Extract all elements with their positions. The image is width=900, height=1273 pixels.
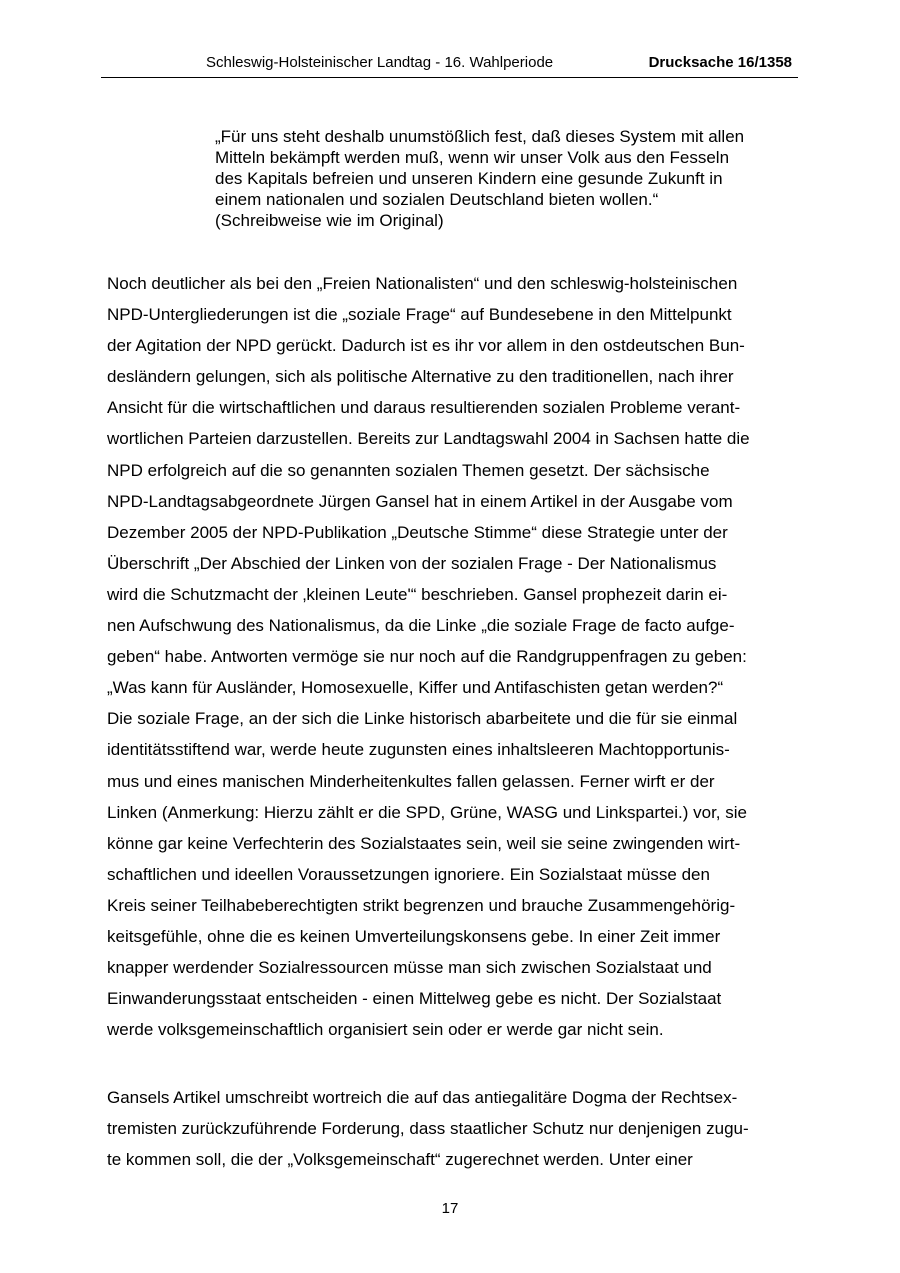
document-number: Drucksache 16/1358 [648,54,792,71]
paragraph-line: der Agitation der NPD gerückt. Dadurch ist es ihr vor allem in den ostdeutschen Bun- [107,336,745,356]
header-title: Schleswig-Holsteinischer Landtag - 16. Wahlperiode [206,54,554,71]
paragraph-line: schaftlichen und ideellen Voraussetzungen ignoriere. Ein Sozialstaat müsse den [107,864,710,884]
paragraph-line: NPD-Untergliederungen ist die „soziale Frage“ auf Bundesebene in den Mittelpunkt [107,305,732,325]
quote-line: „Für uns steht deshalb unumstößlich fest, daß dieses System mit allen [215,127,745,146]
paragraph-line: werde volksgemeinschaftlich organisiert sein oder er werde gar nicht sein. [107,1020,664,1040]
quote-line: des Kapitals befreien und unseren Kindern eine gesunde Zukunft in [215,169,723,188]
paragraph-line: te kommen soll, die der „Volksgemeinschaft“ zugerechnet werden. Unter einer [107,1150,693,1170]
paragraph-line: Kreis seiner Teilhabeberechtigten strikt begrenzen und brauche Zusammengehörig- [107,895,736,915]
paragraph-line: NPD-Landtagsabgeordnete Jürgen Gansel hat in einem Artikel in der Ausgabe vom [107,491,733,511]
body-paragraph-1 [107,268,797,1045]
paragraph-line: geben“ habe. Antworten vermöge sie nur noch auf die Randgruppenfragen zu geben: [107,647,747,667]
page-header [101,50,798,78]
quote-line: einem nationalen und sozialen Deutschland bieten wollen.“ [215,190,659,209]
paragraph-line: Gansels Artikel umschreibt wortreich die auf das antiegalitäre Dogma der Rechtsex- [107,1088,738,1107]
paragraph-line: desländern gelungen, sich als politische Alternative zu den traditionellen, nach ihrer [107,367,734,387]
paragraph-line: Überschrift „Der Abschied der Linken von der sozialen Frage - Der Nationalismus [107,553,717,573]
paragraph-line: Einwanderungsstaat entscheiden - einen Mittelweg gebe es nicht. Der Sozialstaat [107,989,722,1009]
paragraph-line: Die soziale Frage, an der sich die Linke historisch abarbeitete und die für sie einmal [107,709,738,729]
paragraph-line: könne gar keine Verfechterin des Sozialstaates sein, weil sie seine zwingenden wirt- [107,833,741,853]
block-quote [215,126,795,231]
paragraph-line: wortlichen Parteien darzustellen. Bereits zur Landtagswahl 2004 in Sachsen hatte die [107,429,750,449]
paragraph-line: mus und eines manischen Minderheitenkultes fallen gelassen. Ferner wirft er der [107,771,715,791]
paragraph-line: Linken (Anmerkung: Hierzu zählt er die SPD, Grüne, WASG und Linkspartei.) vor, sie [107,802,747,822]
page-number: 17 [441,1200,459,1217]
paragraph-line: Ansicht für die wirtschaftlichen und daraus resultierenden sozialen Probleme verant- [107,398,741,418]
paragraph-line: „Was kann für Ausländer, Homosexuelle, Kiffer und Antifaschisten getan werden?“ [107,678,724,698]
paragraph-line: nen Aufschwung des Nationalismus, da die Linke „die soziale Frage de facto aufge- [107,616,735,636]
paragraph-line: wird die Schutzmacht der ‚kleinen Leute'“ beschrieben. Gansel prophezeit darin ei- [107,584,728,604]
paragraph-line: tremisten zurückzuführende Forderung, dass staatlicher Schutz nur denjenigen zugu- [107,1119,749,1139]
paragraph-line: Dezember 2005 der NPD-Publikation „Deutsche Stimme“ diese Strategie unter der [107,522,728,542]
paragraph-line: knapper werdender Sozialressourcen müsse man sich zwischen Sozialstaat und [107,958,712,978]
quote-line: Mitteln bekämpft werden muß, wenn wir unser Volk aus den Fesseln [215,148,730,167]
paragraph-line: NPD erfolgreich auf die so genannten sozialen Themen gesetzt. Der sächsische [107,460,710,480]
body-paragraph-2 [107,1082,797,1175]
paragraph-line: keitsgefühle, ohne die es keinen Umverteilungskonsens gebe. In einer Zeit immer [107,926,721,946]
quote-line: (Schreibweise wie im Original) [215,211,444,230]
paragraph-line: identitätsstiftend war, werde heute zugunsten eines inhaltsleeren Machtopportunis- [107,740,730,760]
paragraph-line: Noch deutlicher als bei den „Freien Nationalisten“ und den schleswig-holsteinischen [107,274,738,293]
